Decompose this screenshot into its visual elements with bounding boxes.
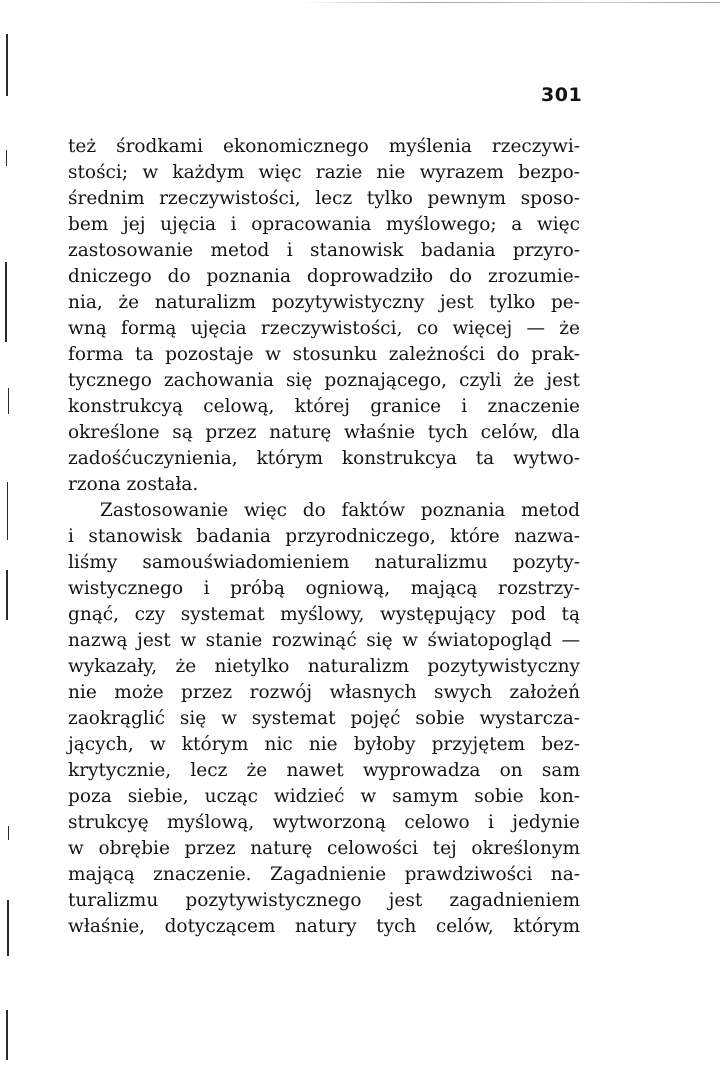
text-line: rzona została. [68, 474, 199, 495]
page-number: 301 [541, 84, 583, 106]
scan-edge-mark [7, 482, 8, 540]
text-line: liśmy samouświadomieniem naturalizmu pozyty- [68, 552, 580, 573]
text-line: i stanowisk badania przyrodniczego, które nazwa- [68, 526, 580, 547]
text-line: strukcyę myślową, wytworzoną celowo i jedynie [68, 812, 580, 833]
scan-edge-mark [7, 900, 9, 956]
text-line: turalizmu pozytywistycznego jest zagadnieniem [68, 890, 580, 911]
text-line: też środkami ekonomicznego myślenia rzeczywi- [68, 136, 580, 157]
text-line: poza siebie, ucząc widzieć w samym sobie kon- [68, 786, 580, 807]
text-line: wną formą ujęcia rzeczywistości, co więcej — że [68, 318, 580, 339]
text-line: określone są przez naturę właśnie tych celów, dla [68, 422, 580, 443]
scan-streak [300, 2, 720, 3]
text-line: wistycznego i próbą ogniową, mającą rozstrzy- [68, 578, 580, 599]
text-line: średnim rzeczywistości, lecz tylko pewnym sposo- [68, 188, 580, 209]
text-line: nie może przez rozwój własnych swych założeń [68, 682, 580, 703]
scan-edge-mark [6, 34, 8, 96]
text-line: mającą znaczenie. Zagadnienie prawdziwości na- [68, 864, 580, 885]
scan-edge-mark [6, 570, 8, 620]
text-line: w obrębie przez naturę celowości tej określonym [68, 838, 580, 859]
scan-edge-mark [8, 388, 9, 414]
text-line: konstrukcyą celową, której granice i znaczenie [68, 396, 580, 417]
text-line: wykazały, że nietylko naturalizm pozytywistyczny [68, 656, 580, 677]
text-line: stości; w każdym więc razie nie wyrazem bezpo- [68, 162, 580, 183]
body-text [68, 134, 580, 940]
text-line: zadośćuczynienia, którym konstrukcya ta wytwo- [68, 448, 580, 469]
text-line: zaokrąglić się w systemat pojęć sobie wystarcza- [68, 708, 580, 729]
text-line: właśnie, dotyczącem natury tych celów, którym [68, 916, 580, 937]
text-line: zastosowanie metod i stanowisk badania przyro- [68, 240, 580, 261]
text-line: Zastosowanie więc do faktów poznania metod [100, 500, 580, 521]
scan-edge-mark [5, 262, 7, 342]
text-line: nia, że naturalizm pozytywistyczny jest tylko pe- [68, 292, 580, 313]
text-line: jących, w którym nic nie byłoby przyjętem bez- [68, 734, 580, 755]
text-line: bem jej ujęcia i opracowania myślowego; a więc [68, 214, 580, 235]
scan-edge-mark [6, 150, 7, 166]
text-line: krytycznie, lecz że nawet wyprowadza on sam [68, 760, 580, 781]
text-line: gnąć, czy systemat myślowy, występujący pod tą [68, 604, 580, 625]
text-line: nazwą jest w stanie rozwinąć się w światopogląd — [68, 630, 580, 651]
text-line: dniczego do poznania doprowadziło do zrozumie- [68, 266, 580, 287]
scan-edge-mark [6, 1010, 8, 1060]
scan-edge-mark [8, 826, 9, 840]
text-line: tycznego zachowania się poznającego, czyli że jest [68, 370, 580, 391]
text-line: forma ta pozostaje w stosunku zależności do prak- [68, 344, 580, 365]
